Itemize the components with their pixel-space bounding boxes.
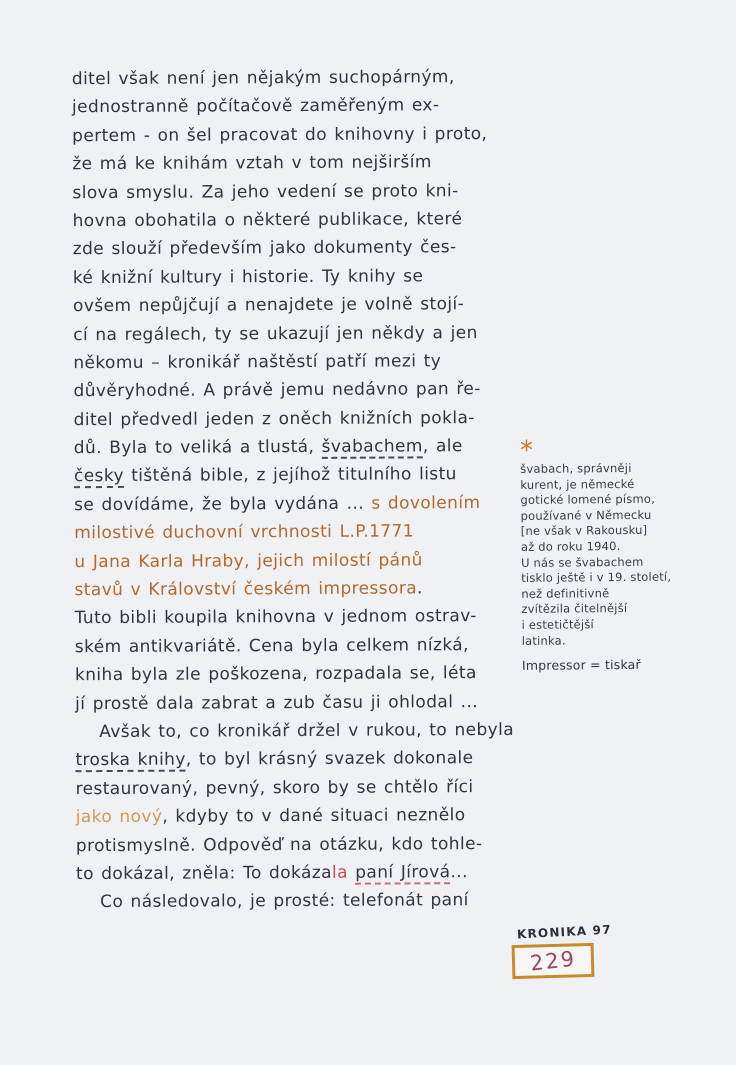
- margin-note-line: až do roku 1940.: [520, 538, 621, 554]
- text-line: [72, 176, 524, 207]
- text-line: [74, 489, 526, 520]
- text-segment: milostivé duchovní vrchnosti L.P.1771: [74, 521, 414, 544]
- text-segment: .: [416, 578, 423, 599]
- text-segment: paní Jírová: [355, 862, 451, 883]
- text-segment: ském antikvariátě. Cena byla celkem nízká,: [74, 634, 469, 657]
- text-line: [75, 773, 527, 804]
- text-segment: že má ke knihám vztah v tom nejširším: [72, 152, 432, 175]
- text-line: [72, 120, 524, 151]
- text-line: [76, 858, 528, 889]
- margin-note-lines: [520, 460, 727, 649]
- text-line: [74, 432, 526, 463]
- text-line: [72, 63, 524, 94]
- text-segment: ké knižní kultury i historie. Ty knihy se: [72, 266, 424, 288]
- text-segment: zde slouží především jako dokumenty čes-: [72, 237, 457, 260]
- page-number-stamp: [512, 943, 595, 979]
- text-segment: u Jana Karla Hraby, jejich milostí pánů: [74, 549, 423, 572]
- text-segment: slova smyslu. Za jeho vedení se proto kni-: [72, 180, 459, 203]
- text-segment: Avšak to, co kronikář držel v rukou, to nebyla: [99, 719, 515, 743]
- text-segment: cí na regálech, ty se ukazují jen někdy a jen: [73, 322, 478, 345]
- margin-note-line: používané v Německu: [520, 507, 652, 523]
- text-segment: švabachem: [321, 436, 423, 457]
- text-line: [74, 460, 526, 491]
- text-segment: , to byl krásný svazek dokonale: [185, 748, 474, 770]
- text-segment: Co následovalo, je prosté: telefonát paní: [100, 890, 469, 913]
- main-text: [72, 63, 528, 917]
- text-line: [73, 290, 525, 321]
- text-line: [76, 886, 528, 917]
- text-segment: ovšem nepůjčují a nenajdete je volně stojí-: [72, 294, 465, 317]
- text-line: [73, 347, 525, 378]
- text-segment: jí prostě dala zabrat a zub času ji ohlodal ...: [75, 691, 479, 714]
- margin-note: [519, 435, 727, 674]
- margin-note-line: [ne však v Rakousku]: [520, 523, 648, 539]
- text-line: [75, 687, 527, 718]
- text-segment: ditel však není jen nějakým suchopárným,: [71, 67, 455, 90]
- text-segment: dů. Byla to veliká a tlustá,: [73, 436, 322, 459]
- margin-note-line: latinka.: [521, 633, 566, 648]
- margin-note-line: tisklo ještě i v 19. století,: [521, 569, 672, 586]
- text-line: [75, 716, 527, 747]
- text-segment: restaurovaný, pevný, skoro by se chtělo říci: [75, 776, 474, 799]
- text-line: [73, 262, 525, 293]
- text-segment: jako nový: [75, 806, 163, 828]
- text-line: [75, 659, 527, 690]
- text-segment: pertem - on šel pracovat do knihovny i proto,: [72, 123, 488, 146]
- text-line: [75, 631, 527, 662]
- text-line: [74, 404, 526, 435]
- text-line: [75, 602, 527, 633]
- page-number: 229: [528, 946, 578, 976]
- text-line: [74, 545, 526, 576]
- text-segment: někomu – kronikář naštěstí patří mezi ty: [73, 351, 442, 374]
- text-segment: stavů v Království českém impressora: [74, 578, 418, 601]
- text-line: [73, 318, 525, 349]
- text-segment: , ale: [422, 436, 463, 457]
- margin-note-line: gotické lomené písmo,: [520, 491, 656, 508]
- text-segment: troska knihy: [75, 749, 186, 771]
- text-segment: ...: [450, 862, 468, 883]
- margin-note-line: kurent, je německé: [520, 476, 635, 492]
- text-segment: Tuto bibli koupila knihovna v jednom ostrav-: [74, 606, 477, 629]
- text-line: [75, 744, 527, 775]
- margin-note-line: zvítězila čitelnější: [521, 601, 628, 617]
- margin-note-line: U nás se švabachem: [520, 554, 644, 570]
- text-segment: s dovolením: [371, 492, 481, 514]
- text-line: [76, 829, 528, 860]
- margin-note-line: než definitivně: [521, 585, 610, 601]
- text-segment: kniha byla zle poškozena, rozpadala se, léta: [74, 663, 477, 686]
- text-segment: jednostranně počítačově zaměřeným ex-: [71, 95, 440, 118]
- text-segment: to dokázal, zněla: To dokáza: [75, 862, 332, 885]
- margin-note-line: i estetičtější: [521, 617, 594, 632]
- text-segment: důvěryhodné. A právě jemu nedávno pan ře-: [73, 379, 481, 402]
- text-segment: ditel předvedl jeden z oněch knižních pokla-: [73, 407, 475, 430]
- margin-note-definition: Impressor = tiskař: [521, 656, 641, 674]
- text-line: [73, 233, 525, 264]
- text-segment: la: [331, 862, 348, 883]
- text-segment: , kdyby to v dané situaci neznělo: [162, 805, 466, 827]
- text-line: [74, 517, 526, 548]
- text-line: [72, 91, 524, 122]
- text-line: [72, 148, 524, 179]
- text-line: [76, 801, 528, 832]
- margin-note-line: švabach, správněji: [520, 460, 632, 476]
- text-line: [74, 574, 526, 605]
- text-segment: tištěná bible, z jejíhož titulního listu: [123, 464, 457, 487]
- chronicle-label: KRONIKA 97: [516, 922, 613, 942]
- text-segment: česky: [73, 466, 124, 487]
- footnote-asterisk-icon: *: [519, 435, 534, 466]
- text-segment: hovna obohatila o některé publikace, které: [72, 209, 463, 232]
- text-segment: se dovídáme, že byla vydána ...: [74, 493, 372, 516]
- text-segment: protismyslně. Odpověď na otázku, kdo tohle-: [75, 833, 483, 856]
- text-line: [73, 205, 525, 236]
- text-line: [73, 375, 525, 406]
